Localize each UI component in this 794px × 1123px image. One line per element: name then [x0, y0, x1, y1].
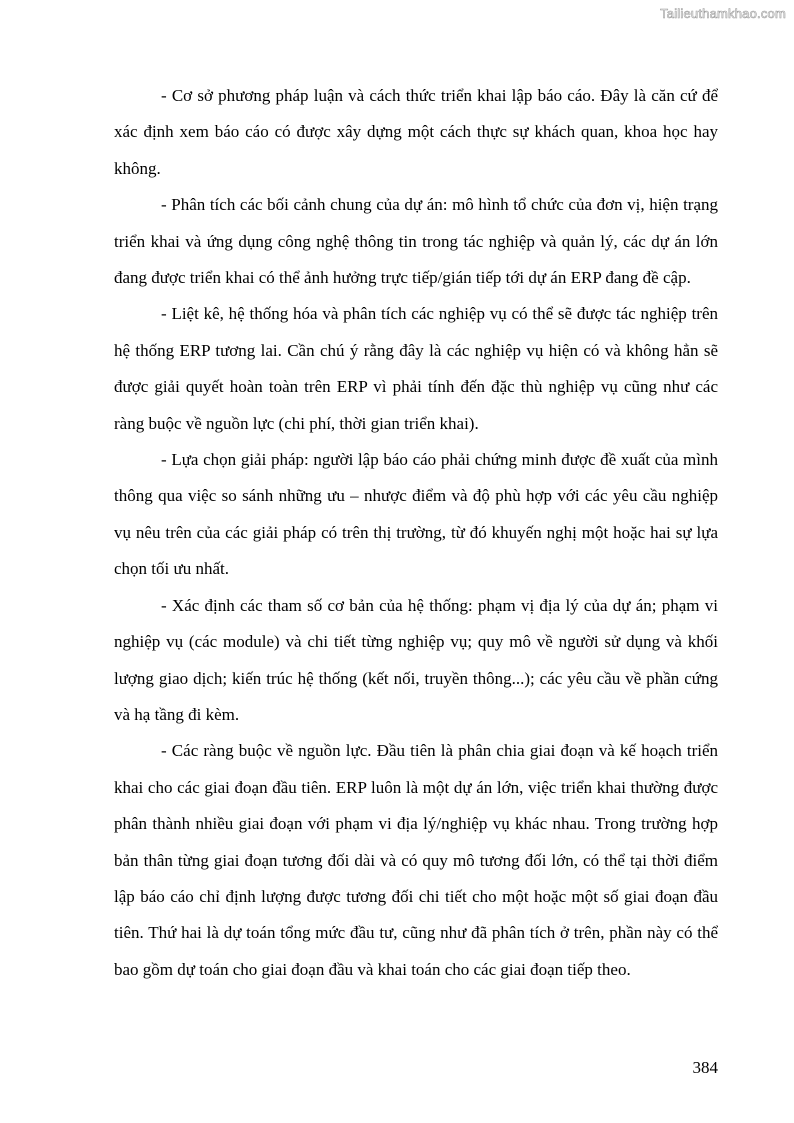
- document-body: [114, 78, 718, 988]
- paragraph-methodology: - Cơ sở phương pháp luận và cách thức triển khai lập báo cáo. Đây là căn cứ để xác định xem báo cáo có được xây dựng một cách thực sự khách quan, khoa học hay không.: [114, 86, 718, 178]
- paragraph-solution-selection: - Lựa chọn giải pháp: người lập báo cáo phải chứng minh được đề xuất của mình thông qua việc so sánh những ưu – nhược điểm và độ phù hợp với các yêu cầu nghiệp vụ nêu trên của các giải pháp có trên thị trường, từ đó khuyến nghị một hoặc hai sự lựa chọn tối ưu nhất.: [114, 450, 718, 579]
- watermark: Tailieuthamkhao.com: [660, 6, 786, 21]
- page-number: 384: [692, 1058, 718, 1077]
- paragraph-resource-constraints: - Các ràng buộc về nguồn lực. Đầu tiên là phân chia giai đoạn và kế hoạch triển khai cho các giai đoạn đầu tiên. ERP luôn là một dự án lớn, việc triển khai thường được phân thành nhiều giai đoạn với phạm vi địa lý/nghiệp vụ khác nhau. Trong trường hợp bản thân từng giai đoạn tương đối dài và có quy mô tương đối lớn, có thể tại thời điểm lập báo cáo chỉ định lượng được tương đối chi tiết cho một hoặc một số giai đoạn đầu tiên. Thứ hai là dự toán tổng mức đầu tư, cũng như đã phân tích ở trên, phần này có thể bao gồm dự toán cho giai đoạn đầu và khai toán cho các giai đoạn tiếp theo.: [114, 741, 718, 979]
- paragraph-business-processes: - Liệt kê, hệ thống hóa và phân tích các nghiệp vụ có thể sẽ được tác nghiệp trên hệ thống ERP tương lai. Cần chú ý rằng đây là các nghiệp vụ hiện có và không hẳn sẽ được giải quyết hoàn toàn trên ERP vì phải tính đến đặc thù nghiệp vụ cũng như các ràng buộc về nguồn lực (chi phí, thời gian triển khai).: [114, 304, 718, 433]
- paragraph-context-analysis: - Phân tích các bối cảnh chung của dự án: mô hình tổ chức của đơn vị, hiện trạng triển khai và ứng dụng công nghệ thông tin trong tác nghiệp và quản lý, các dự án lớn đang được triển khai có thể ảnh hưởng trực tiếp/gián tiếp tới dự án ERP đang đề cập.: [114, 195, 718, 288]
- paragraph-system-parameters: - Xác định các tham số cơ bản của hệ thống: phạm vị địa lý của dự án; phạm vi nghiệp vụ (các module) và chi tiết từng nghiệp vụ; quy mô về người sử dụng và khối lượng giao dịch; kiến trúc hệ thống (kết nối, truyền thông...); các yêu cầu về phần cứng và hạ tầng đi kèm.: [114, 595, 718, 724]
